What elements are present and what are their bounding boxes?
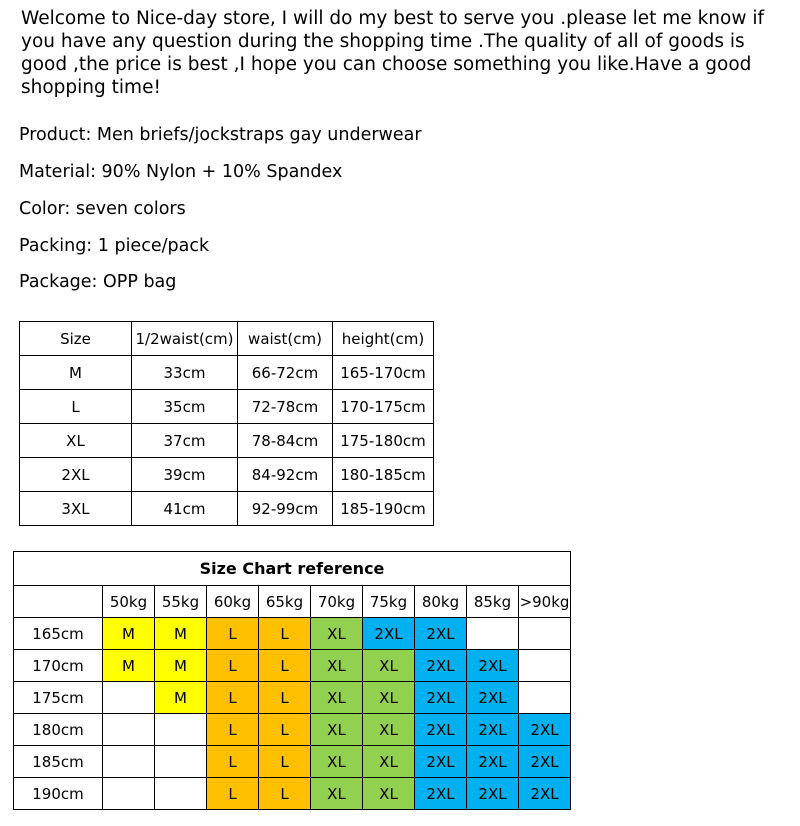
size-table-cell: 66-72cm (238, 356, 333, 390)
size-cell (155, 714, 207, 746)
weight-header: 55kg (155, 586, 207, 618)
size-cell: XL (311, 778, 363, 810)
height-label: 180cm (14, 714, 103, 746)
size-cell (519, 682, 571, 714)
size-table-cell: 39cm (132, 458, 238, 492)
size-table-row (20, 458, 434, 492)
size-cell: L (207, 778, 259, 810)
size-table-cell: 170-175cm (333, 390, 434, 424)
size-cell: L (207, 650, 259, 682)
size-cell: XL (363, 650, 415, 682)
size-cell: 2XL (467, 682, 519, 714)
weight-header: 80kg (415, 586, 467, 618)
spec-material: Material: 90% Nylon + 10% Spandex (19, 162, 343, 182)
height-row (14, 746, 571, 778)
weight-header: 50kg (103, 586, 155, 618)
size-cell: 2XL (415, 714, 467, 746)
size-cell: L (207, 682, 259, 714)
size-cell: 2XL (519, 778, 571, 810)
size-chart-title: Size Chart reference (14, 552, 571, 586)
spec-packing: Packing: 1 piece/pack (19, 236, 210, 256)
spec-product: Product: Men briefs/jockstraps gay underwear (19, 125, 422, 145)
height-label: 165cm (14, 618, 103, 650)
size-table-cell: 37cm (132, 424, 238, 458)
size-cell: 2XL (467, 650, 519, 682)
size-table-cell: 72-78cm (238, 390, 333, 424)
size-cell: L (259, 682, 311, 714)
size-cell: XL (363, 682, 415, 714)
size-cell: 2XL (467, 714, 519, 746)
height-row (14, 714, 571, 746)
size-table-row (20, 390, 434, 424)
size-cell (103, 682, 155, 714)
intro-text: Welcome to Nice-day store, I will do my best to serve you .please let me know if you have any question during the shopping time .The quality of all of goods is good ,the price is best ,I hope you can choose something you like.Have a good shopping time! (21, 8, 764, 98)
size-cell: L (259, 650, 311, 682)
size-cell: 2XL (519, 714, 571, 746)
corner-cell (14, 586, 103, 618)
size-cell: XL (363, 746, 415, 778)
size-cell: L (259, 778, 311, 810)
size-cell: XL (311, 714, 363, 746)
height-row (14, 618, 571, 650)
height-label: 185cm (14, 746, 103, 778)
height-label: 190cm (14, 778, 103, 810)
size-table-cell: XL (20, 424, 132, 458)
size-table-cell: 84-92cm (238, 458, 333, 492)
size-table-header: 1/2waist(cm) (132, 322, 238, 356)
size-cell: XL (311, 746, 363, 778)
size-cell: 2XL (363, 618, 415, 650)
size-cell (103, 746, 155, 778)
size-cell (519, 618, 571, 650)
size-cell: XL (311, 650, 363, 682)
weight-header: 70kg (311, 586, 363, 618)
weight-header: 65kg (259, 586, 311, 618)
size-cell (155, 778, 207, 810)
size-table-cell: 3XL (20, 492, 132, 526)
size-table-header: Size (20, 322, 132, 356)
size-cell: L (259, 714, 311, 746)
size-cell: M (103, 650, 155, 682)
size-table-cell: 41cm (132, 492, 238, 526)
height-row (14, 682, 571, 714)
size-chart-reference-table (13, 551, 571, 810)
weight-header-row (14, 586, 571, 618)
size-table-row (20, 424, 434, 458)
size-cell: M (155, 650, 207, 682)
size-cell: XL (311, 682, 363, 714)
size-table-header: height(cm) (333, 322, 434, 356)
weight-header: >90kg (519, 586, 571, 618)
size-cell (103, 714, 155, 746)
height-label: 175cm (14, 682, 103, 714)
size-table-cell: 92-99cm (238, 492, 333, 526)
size-cell: 2XL (415, 650, 467, 682)
size-cell (519, 650, 571, 682)
spec-package: Package: OPP bag (19, 272, 177, 292)
size-cell: L (207, 746, 259, 778)
size-cell: 2XL (519, 746, 571, 778)
size-table-cell: 35cm (132, 390, 238, 424)
size-cell: 2XL (415, 746, 467, 778)
size-table-header-row (20, 322, 434, 356)
size-cell: M (155, 682, 207, 714)
size-cell: 2XL (467, 746, 519, 778)
size-cell: 2XL (415, 778, 467, 810)
size-cell: XL (363, 714, 415, 746)
size-table-cell: M (20, 356, 132, 390)
size-table (19, 321, 434, 526)
size-table-cell: 175-180cm (333, 424, 434, 458)
size-table-cell: 180-185cm (333, 458, 434, 492)
size-table-cell: 33cm (132, 356, 238, 390)
size-cell: M (103, 618, 155, 650)
size-table-row (20, 356, 434, 390)
height-row (14, 778, 571, 810)
size-table-cell: L (20, 390, 132, 424)
spec-color: Color: seven colors (19, 199, 186, 219)
size-cell: L (259, 618, 311, 650)
size-table-header: waist(cm) (238, 322, 333, 356)
size-cell: XL (311, 618, 363, 650)
size-cell (155, 746, 207, 778)
size-cell: L (259, 746, 311, 778)
size-cell: L (207, 618, 259, 650)
size-table-cell: 78-84cm (238, 424, 333, 458)
size-cell: 2XL (467, 778, 519, 810)
size-cell (103, 778, 155, 810)
height-row (14, 650, 571, 682)
weight-header: 75kg (363, 586, 415, 618)
size-cell: L (207, 714, 259, 746)
size-cell: XL (363, 778, 415, 810)
size-table-cell: 165-170cm (333, 356, 434, 390)
height-label: 170cm (14, 650, 103, 682)
weight-header: 85kg (467, 586, 519, 618)
weight-header: 60kg (207, 586, 259, 618)
size-cell: 2XL (415, 618, 467, 650)
size-table-cell: 185-190cm (333, 492, 434, 526)
size-table-cell: 2XL (20, 458, 132, 492)
size-cell: 2XL (415, 682, 467, 714)
size-cell: M (155, 618, 207, 650)
size-table-row (20, 492, 434, 526)
size-cell (467, 618, 519, 650)
